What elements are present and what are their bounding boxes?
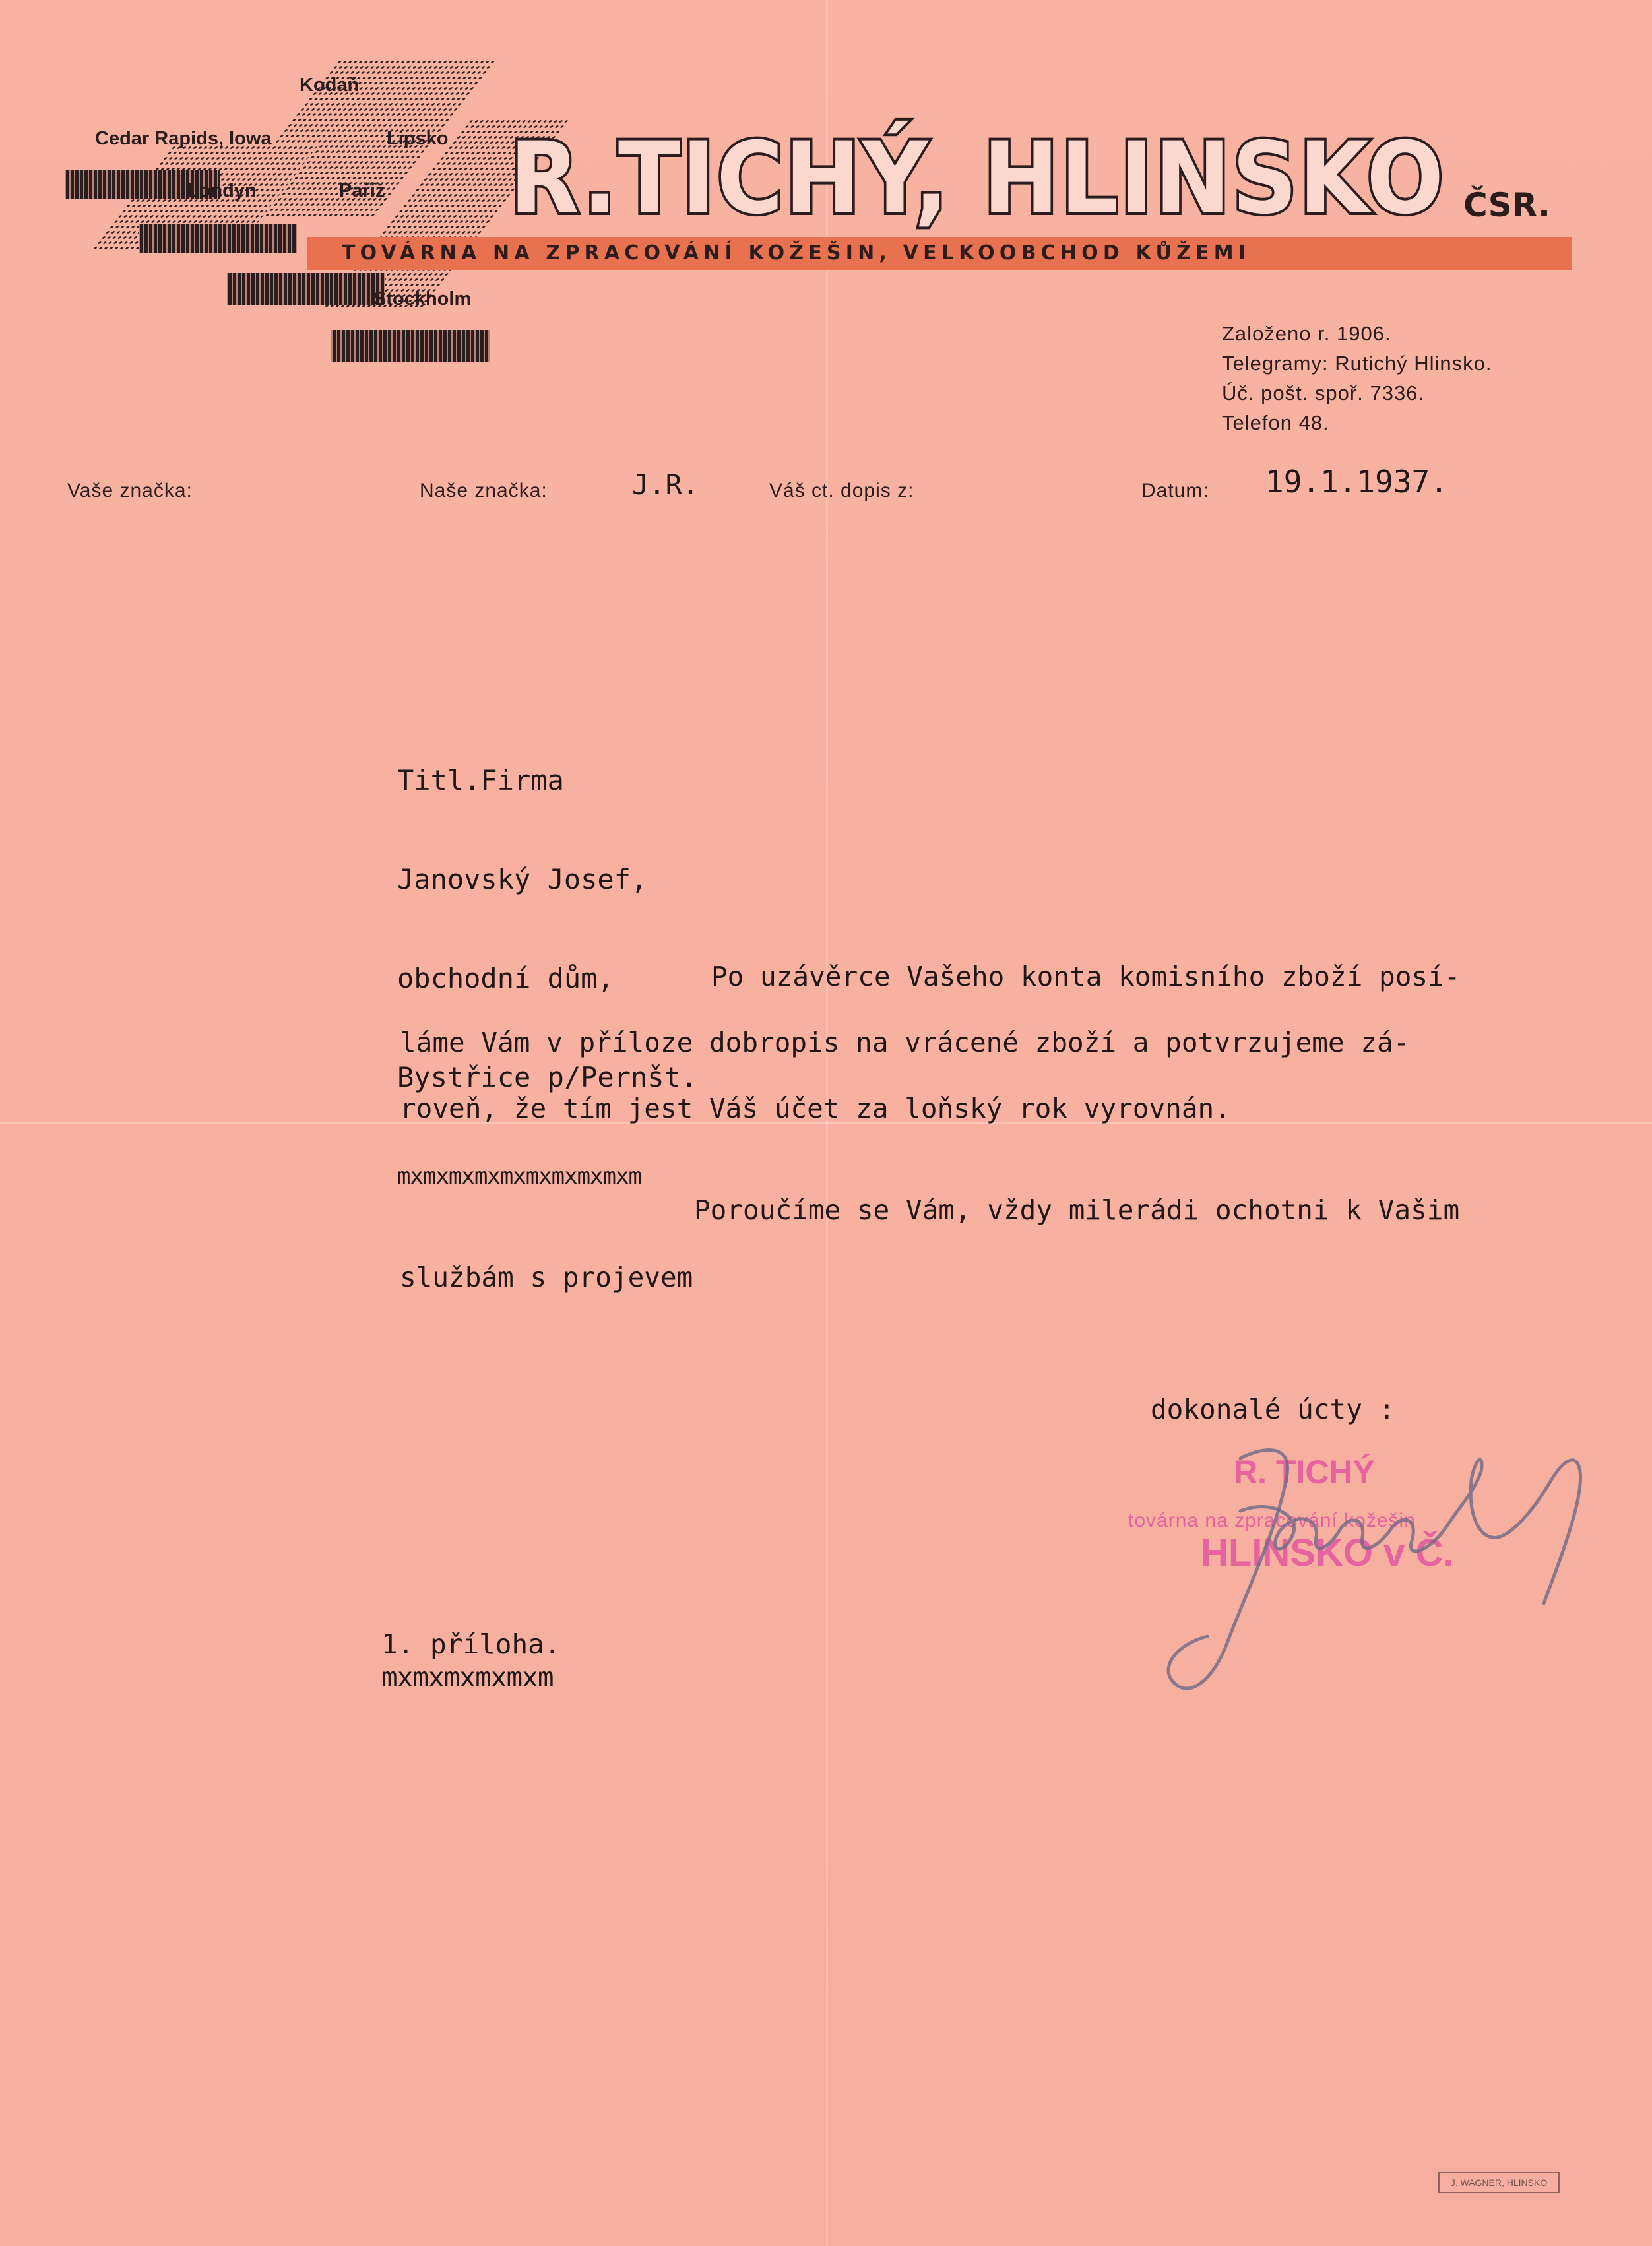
our-reference-label: Naše značka: <box>420 480 548 501</box>
body-line: láme Vám v příloze dobropis na vrácené zboží a potvrzujeme zá- <box>400 1027 1410 1058</box>
city-pariz: Paříž <box>339 180 385 201</box>
hatched-bar <box>227 273 385 305</box>
typed-strikeout: mxmxmxmxmxm <box>381 1661 554 1693</box>
date-value: 19.1.1937. <box>1265 464 1448 499</box>
city-kodan: Kodaň <box>300 75 360 96</box>
stamp-line: R. TICHÝ <box>1234 1454 1375 1491</box>
city-stockholm: Stockholm <box>373 288 472 309</box>
body-line: Poroučíme se Vám, vždy milerádi ochotni k Vašim <box>694 1194 1460 1226</box>
date-label: Datum: <box>1141 480 1209 501</box>
enclosure-label: 1. příloha. <box>381 1628 561 1660</box>
stamp-line: HLINSKO v Č. <box>1201 1531 1454 1574</box>
info-founded: Založeno r. 1906. <box>1222 322 1391 345</box>
handwritten-signature <box>1141 1419 1649 1709</box>
body-line: službám s projevem <box>400 1262 693 1293</box>
recipient-line: obchodní dům, <box>397 962 614 994</box>
closing-line: dokonalé úcty : <box>1151 1394 1395 1425</box>
hatched-bar <box>139 224 297 253</box>
body-line: roveň, že tím jest Váš účet za loňský rok vyrovnán. <box>400 1093 1230 1124</box>
our-reference-value: J.R. <box>632 468 699 501</box>
recipient-address <box>397 698 697 1259</box>
city-lipsko: Lipsko <box>387 128 449 149</box>
company-tagline: TOVÁRNA NA ZPRACOVÁNÍ KOŽEŠIN, VELKOOBCHOD KŮŽEMI <box>342 241 1251 265</box>
info-phone: Telefon 48. <box>1222 411 1329 434</box>
your-reference-label: Vaše značka: <box>67 480 193 501</box>
city-cedar-rapids: Cedar Rapids, Iowa <box>95 128 272 149</box>
stamp-line: továrna na zpracování kožešin <box>1128 1510 1416 1531</box>
info-telegrams: Telegramy: Rutichý Hlinsko. <box>1222 352 1492 375</box>
company-country: ČSR. <box>1463 186 1551 224</box>
recipient-line: Bystřice p/Pernšt. <box>397 1061 698 1093</box>
recipient-line: Titl.Firma <box>397 764 564 796</box>
hatched-bar <box>331 330 490 362</box>
typed-strikeout: mxmxmxmxmxmxmxmxmxm <box>397 1163 641 1190</box>
info-postal-account: Úč. pošt. spoř. 7336. <box>1222 381 1425 404</box>
your-letter-label: Váš ct. dopis z: <box>769 480 914 501</box>
company-info <box>1222 319 1492 437</box>
recipient-line: Janovský Josef, <box>397 863 648 895</box>
city-london: Londýn <box>187 180 257 201</box>
printer-mark: J. WAGNER, HLINSKO <box>1438 2172 1560 2193</box>
body-line: Po uzávěrce Vašeho konta komisního zboží posí- <box>711 961 1461 992</box>
company-name: R.TICHÝ, HLINSKO <box>509 121 1446 236</box>
